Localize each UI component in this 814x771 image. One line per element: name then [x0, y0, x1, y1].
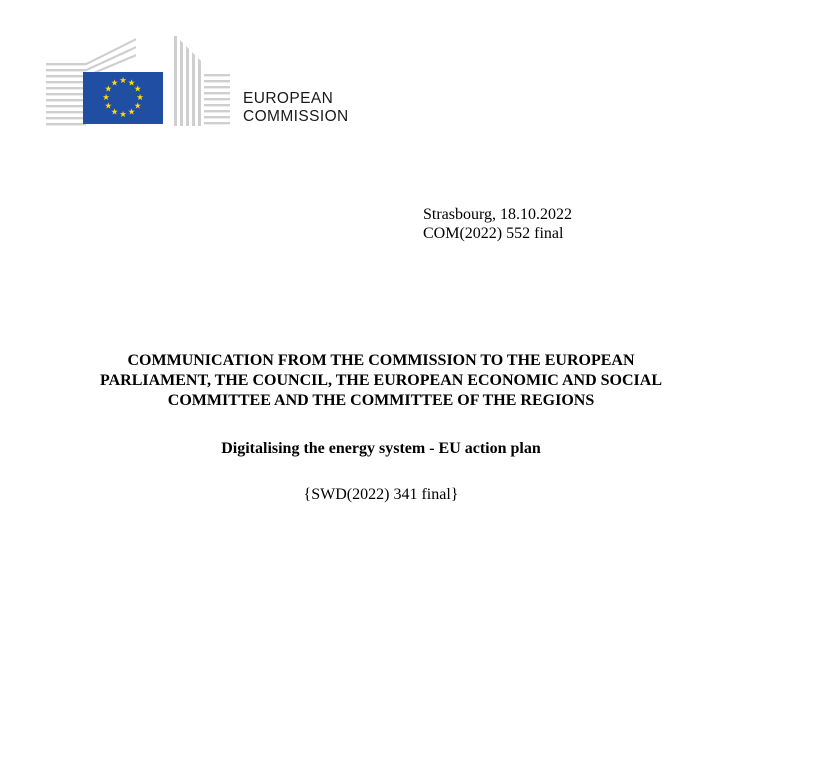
- organization-name-line1: EUROPEAN: [243, 90, 334, 107]
- organization-name-line2: COMMISSION: [243, 108, 349, 125]
- eu-flag-icon: [83, 72, 163, 124]
- svg-text:★: ★: [119, 76, 127, 86]
- svg-text:★: ★: [127, 107, 136, 118]
- place-and-date: Strasbourg, 18.10.2022: [423, 206, 573, 223]
- document-subtitle: Digitalising the energy system - EU action plan: [221, 440, 541, 457]
- svg-text:★: ★: [104, 101, 113, 112]
- european-commission-logo: [44, 34, 244, 128]
- svg-text:★: ★: [110, 78, 119, 89]
- document-title-line: PARLIAMENT, THE COUNCIL, THE EUROPEAN ECONOMIC AND SOCIAL: [100, 372, 662, 389]
- reference-block: [423, 205, 572, 243]
- svg-text:★: ★: [119, 110, 127, 120]
- document-title-line: COMMUNICATION FROM THE COMMISSION TO THE EUROPEAN: [127, 352, 635, 369]
- swd-reference: {SWD(2022) 341 final}: [303, 486, 459, 503]
- document-title-line: COMMITTEE AND THE COMMITTEE OF THE REGIONS: [167, 392, 595, 409]
- svg-text:★: ★: [133, 84, 142, 95]
- svg-text:★: ★: [102, 93, 110, 103]
- berlaymont-building-right-icon: [174, 36, 230, 126]
- svg-text:★: ★: [127, 78, 136, 89]
- organization-name: [243, 90, 349, 126]
- svg-text:★: ★: [133, 101, 142, 112]
- svg-text:★: ★: [136, 93, 144, 103]
- svg-text:★: ★: [110, 107, 119, 118]
- document-title: [40, 351, 722, 411]
- svg-text:★: ★: [104, 84, 113, 95]
- com-document-number: COM(2022) 552 final: [423, 225, 564, 242]
